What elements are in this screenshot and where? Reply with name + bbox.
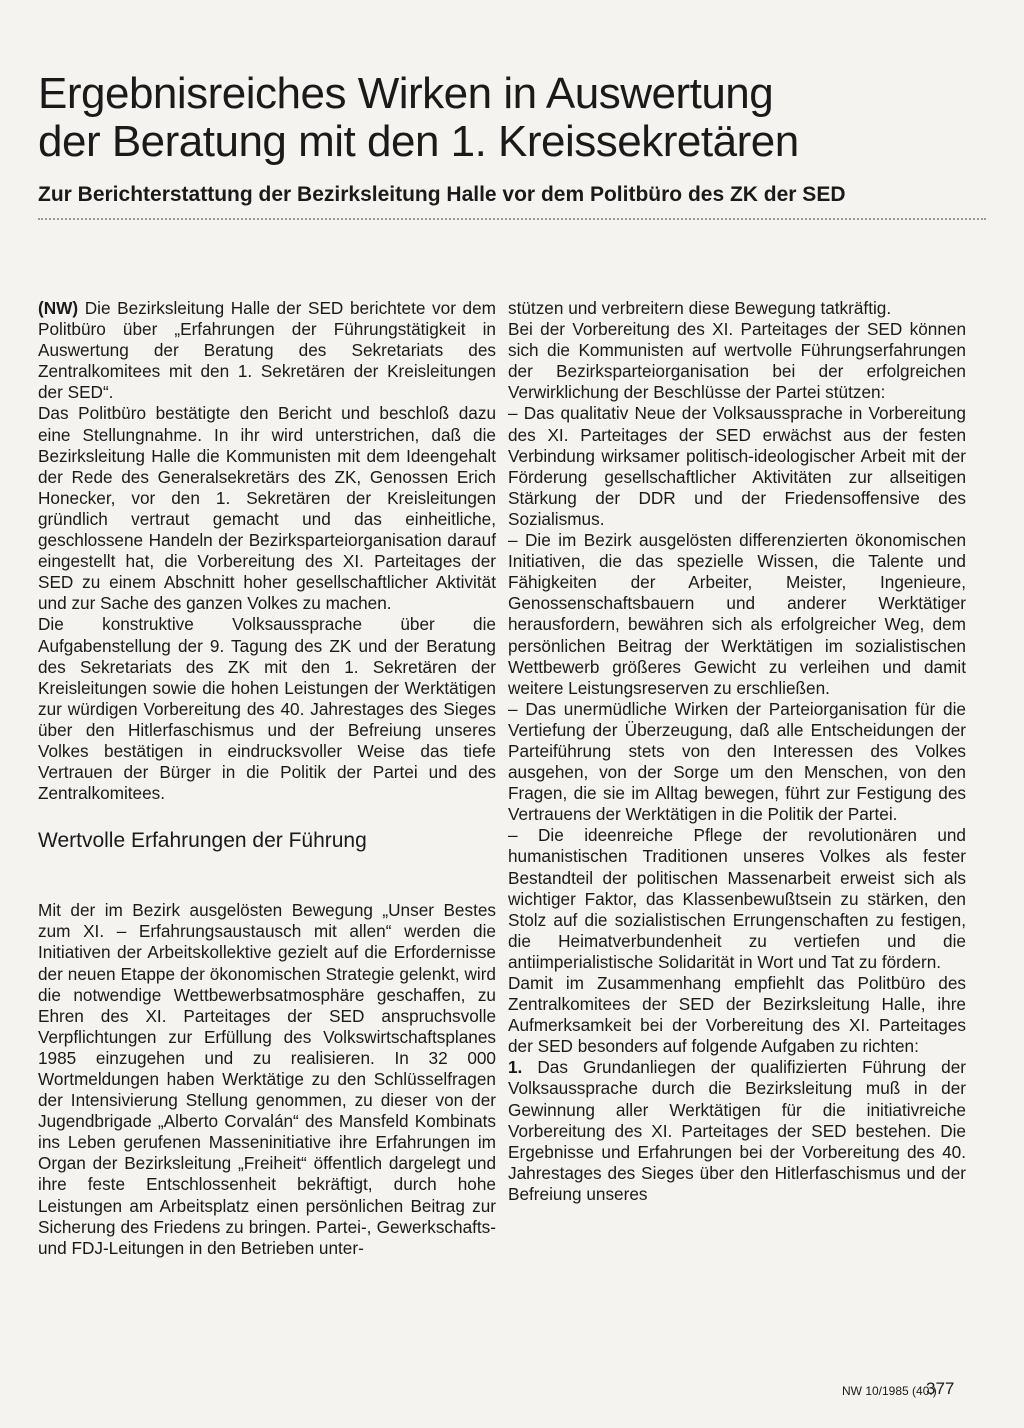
paragraph: Damit im Zusammenhang empfiehlt das Politbüro des Zentralkomitees der SED der Bezirksleitung Halle, ihre Aufmerksamkeit bei der Vorbereitung des XI. Parteitages der SED besonders auf folgende Aufgaben zu richten: [508,973,966,1057]
list-item: – Die im Bezirk ausgelösten differenzierten ökonomischen Initiativen, die das spezielle Wissen, die Talente und Fähigkeiten der Arbeiter, Meister, Ingenieure, Genossenschaftsbauern und anderer Werktätiger herausfordern, bewähren sich als erfolgreicher Weg, dem persönlichen Beitrag der Werktätigen im sozialistischen Wettbewerb größeres Gewicht zu verleihen und damit weitere Leistungsreserven zu erschließen. [508,530,966,698]
left-column [38,298,496,1259]
page-number: 377 [926,1379,955,1398]
list-item: – Das qualitativ Neue der Volksaussprache in Vorbereitung des XI. Parteitages der SED erwächst aus der festen Verbindung wirksamer politisch-ideologischer Arbeit mit der Förderung gesellschaftlicher Aktivitäten zur allseitigen Stärkung der DDR und der Friedensoffensive des Sozialismus. [508,403,966,529]
journal-source: NW 10/1985 (40.) [842,1384,937,1398]
article-title-line-1: Ergebnisreiches Wirken in Auswertung [38,69,774,118]
section-heading: Wertvolle Erfahrungen der Führung [38,829,367,853]
article-title [38,70,968,166]
article-subtitle: Zur Berichterstattung der Bezirksleitung Halle vor dem Politbüro des ZK der SED [38,183,846,206]
paragraph: Das Politbüro bestätigte den Bericht und beschloß dazu eine Stellungnahme. In ihr wird unterstrichen, daß die Bezirksleitung Halle die Kommunisten mit dem Ideengehalt der Rede des Generalsekretärs des ZK, Genossen Erich Honecker, vor den 1. Sekretären der Kreisleitungen gründlich vertraut gemacht und das einheitliche, geschlossene Handeln der Bezirksparteiorganisation darauf eingestellt hat, die Vorbereitung des XI. Parteitages der SED zu einem Abschnitt hoher gesellschaftlicher Aktivität und zur Sache des ganzen Volkes zu machen. [38,403,496,614]
article-title-line-2: der Beratung mit den 1. Kreissekretären [38,117,799,166]
paragraph: Die konstruktive Volksaussprache über die Aufgabenstellung der 9. Tagung des ZK und der Beratung des Sekretariats des ZK mit den 1. Sekretären der Kreisleitungen sowie die hohen Leistungen der Werktätigen zur würdigen Vorbereitung des 40. Jahrestages des Sieges über den Hitlerfaschismus und der Befreiung unseres Volkes bestätigen in eindrucksvoller Weise das tiefe Vertrauen der Bürger in die Politik der Partei und des Zentralkomitees. [38,614,496,804]
paragraph-text: Die Bezirksleitung Halle der SED berichtete vor dem Politbüro über „Erfahrungen der Führungstätigkeit in Auswertung der Beratung des Sekretariats des Zentralkomitees mit den 1. Sekretären der Kreisleitungen der SED“. [38,298,496,403]
paragraph: Mit der im Bezirk ausgelösten Bewegung „Unser Bestes zum XI. – Erfahrungsaustausch mit allen“ werden die Initiativen der Arbeitskollektive gezielt auf die Erfordernisse der neuen Etappe der ökonomischen Strategie gelenkt, wird die notwendige Wettbewerbsatmosphäre geschaffen, zu Ehren des XI. Parteitages der SED anspruchsvolle Verpflichtungen zur Erfüllung des Volkswirtschaftsplanes 1985 einzugehen und zu realisieren. In 32 000 Wortmeldungen haben Werktätige zu den Schlüsselfragen der Intensivierung Stellung genommen, zu dieser von der Jugendbrigade „Alberto Corvalán“ des Mansfeld Kombinats ins Leben gerufenen Masseninitiative ihre Erfahrungen im Organ der Bezirksleitung „Freiheit“ öffentlich dargelegt und ihre feste Entschlossenheit bekräftigt, durch hohe Leistungen am Arbeitsplatz einen persönlichen Beitrag zur Sicherung des Friedens zu bringen. Partei-, Gewerkschafts- und FDJ-Leitungen in den Betrieben unter- [38,900,496,1258]
list-item: – Die ideenreiche Pflege der revolutionären und humanistischen Traditionen unseres Volkes als fester Bestandteil der politischen Massenarbeit erweist sich als wichtiger Faktor, das Klassenbewußtsein zu stärken, den Stolz auf die sozialistischen Errungenschaften zu festigen, die Heimatverbundenheit zu vertiefen und die antiimperialistische Solidarität in Wort und Tat zu fördern. [508,825,966,972]
list-item: – Das unermüdliche Wirken der Parteiorganisation für die Vertiefung der Überzeugung, daß alle Entscheidungen der Parteiführung stets von den Interessen des Volkes ausgehen, von der Sorge um den Menschen, von den Fragen, die sie im Alltag bewegen, führt zur Festigung des Vertrauens der Werktätigen in die Politik der Partei. [508,698,966,825]
paragraph: Bei der Vorbereitung des XI. Parteitages der SED können sich die Kommunisten auf wertvolle Führungserfahrungen der Bezirksparteiorganisation bei der erfolgreichen Verwirklichung der Beschlüsse der Partei stützen: [508,319,966,403]
right-column [508,298,966,1205]
item-text: Das Grundanliegen der qualifizierten Führung der Volksaussprache durch die Bezirksleitung muß in der Gewinnung aller Werktätigen für die initiativreiche Vorbereitung des XI. Parteitages der SED bestehen. Die Ergebnisse und Erfahrungen bei der Vorbereitung des 40. Jahrestages des Sieges über den Hitlerfaschismus und der Befreiung unseres [508,1057,966,1204]
source-tag: (NW) [38,298,79,318]
paragraph [38,298,496,403]
item-number: 1. [508,1057,523,1078]
numbered-item [508,1057,966,1205]
title-divider [38,218,986,220]
paragraph: stützen und verbreitern diese Bewegung tatkräftig. [508,298,892,318]
